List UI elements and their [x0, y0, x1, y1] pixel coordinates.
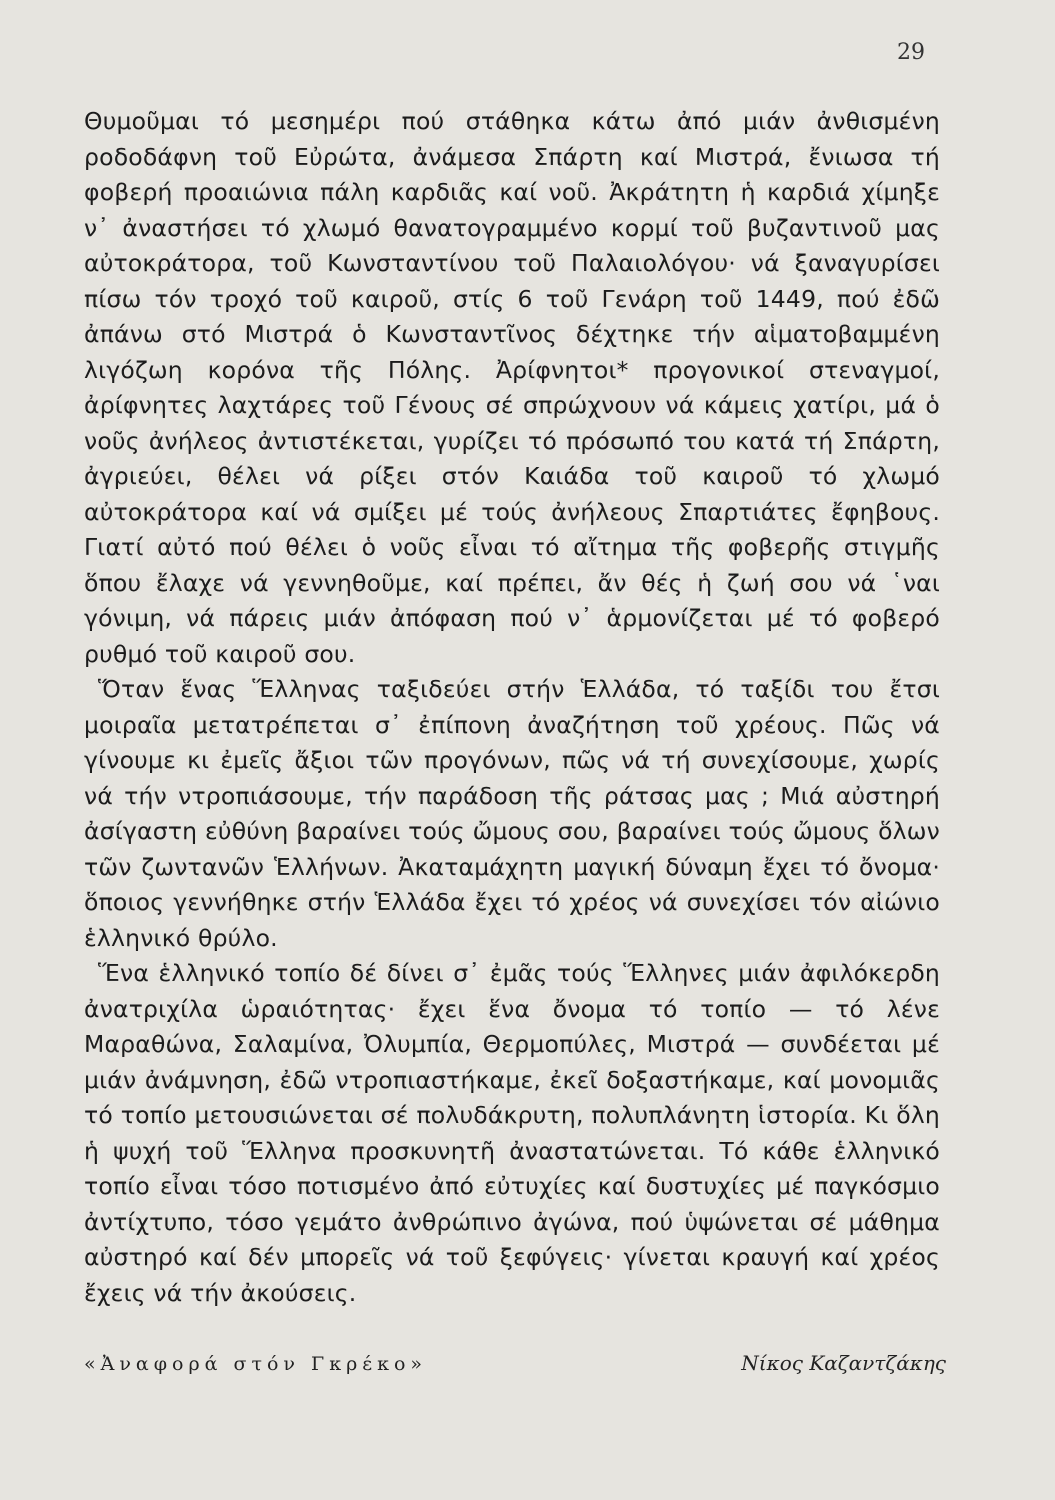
text-block	[84, 104, 940, 1311]
paragraph-1: Θυμοῦμαι τό μεσημέρι πού στάθηκα κάτω ἀπό μιάν ἀνθισμένη ροδοδάφνη τοῦ Εὐρώτα, ἀνάμεσα Σπάρτη καί Μιστρά, ἔνιωσα τή φοβερή προαιώνια πάλη καρδιᾶς καί νοῦ. Ἀκράτητη ἡ καρδιά χίμηξε ν᾽ ἀναστήσει τό χλωμό θανατογραμμένο κορμί τοῦ βυζαντινοῦ μας αὐτοκράτορα, τοῦ Κωνσταντίνου τοῦ Παλαιολόγου· νά ξαναγυρίσει πίσω τόν τροχό τοῦ καιροῦ, στίς 6 τοῦ Γενάρη τοῦ 1449, πού ἐδῶ ἀπάνω στό Μιστρά ὁ Κωνσταντῖνος δέχτηκε τήν αἱματοβαμμένη λιγόζωη κορόνα τῆς Πόλης. Ἀρίφνητοι* προγονικοί στεναγμοί, ἀρίφνητες λαχτάρες τοῦ Γένους σέ σπρώχνουν νά κάμεις χατίρι, μά ὁ νοῦς ἀνήλεος ἀντιστέκεται, γυρίζει τό πρόσωπό του κατά τή Σπάρτη, ἀγριεύει, θέλει νά ρίξει στόν Καιάδα τοῦ καιροῦ τό χλωμό αὐτοκράτορα καί νά σμίξει μέ τούς ἀνήλεους Σπαρτιάτες ἔφηβους. Γιατί αὐτό πού θέλει ὁ νοῦς εἶναι τό αἴτημα τῆς φοβερῆς στιγμῆς ὅπου ἔλαχε νά γεννηθοῦμε, καί πρέπει, ἄν θές ἡ ζωή σου νά ῾ναι γόνιμη, νά πάρεις μιάν ἀπόφαση πού ν᾽ ἁρμονίζεται μέ τό φοβερό ρυθμό τοῦ καιροῦ σου.	[84, 107, 940, 668]
page-number: 29	[897, 40, 925, 65]
source-title: «Ἀναφορά στόν Γκρέκο»	[84, 1353, 428, 1375]
attribution	[84, 1351, 946, 1375]
paragraph-3: Ἕνα ἑλληνικό τοπίο δέ δίνει σ᾽ ἐμᾶς τούς Ἕλληνες μιάν ἀφιλόκερδη ἀνατριχίλα ὡραιότητας· ἔχει ἕνα ὄνομα τό τοπίο — τό λένε Μαραθώνα, Σαλαμίνα, Ὀλυμπία, Θερμοπύλες, Μιστρά — συνδέεται μέ μιάν ἀνάμνηση, ἐδῶ ντροπιαστήκαμε, ἐκεῖ δοξαστήκαμε, καί μονομιᾶς τό τοπίο μετουσιώνεται σέ πολυδάκρυτη, πολυπλάνητη ἱστορία. Κι ὅλη ἡ ψυχή τοῦ Ἕλληνα προσκυνητῆ ἀναστατώνεται. Τό κάθε ἑλληνικό τοπίο εἶναι τόσο ποτισμένο ἀπό εὐτυχίες καί δυστυχίες μέ παγκόσμιο ἀντίχτυπο, τόσο γεμάτο ἀνθρώπινο ἀγώνα, πού ὑψώνεται σέ μάθημα αὐστηρό καί δέν μπορεῖς νά τοῦ ξεφύγεις· γίνεται κραυγή καί χρέος ἔχεις νά τήν ἀκούσεις.	[84, 959, 940, 1307]
paragraph-2: Ὅταν ἕνας Ἕλληνας ταξιδεύει στήν Ἑλλάδα, τό ταξίδι του ἔτσι μοιραῖα μετατρέπεται σ᾽ ἐπίπονη ἀναζήτηση τοῦ χρέους. Πῶς νά γίνουμε κι ἐμεῖς ἄξιοι τῶν προγόνων, πῶς νά τή συνεχίσουμε, χωρίς νά τήν ντροπιάσουμε, τήν παράδοση τῆς ράτσας μας ; Μιά αὐστηρή ἀσίγαστη εὐθύνη βαραίνει τούς ὤμους σου, βαραίνει τούς ὤμους ὅλων τῶν ζωντανῶν Ἑλλήνων. Ἀκαταμάχητη μαγική δύναμη ἔχει τό ὄνομα· ὅποιος γεννήθηκε στήν Ἑλλάδα ἔχει τό χρέος νά συνεχίσει τόν αἰώνιο ἑλληνικό θρύλο.	[84, 675, 940, 952]
author-name: Νίκος Καζαντζάκης	[741, 1351, 946, 1375]
